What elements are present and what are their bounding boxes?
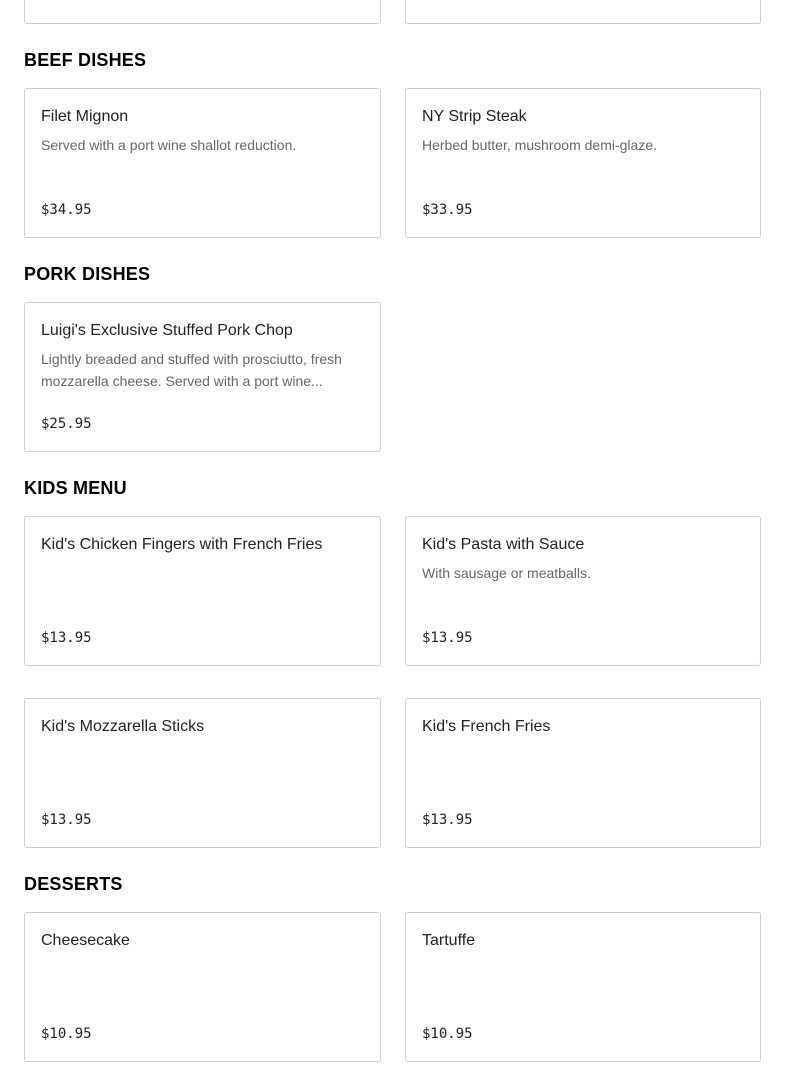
section-title-beef-dishes: BEEF DISHES bbox=[24, 50, 147, 70]
menu-item-card[interactable] bbox=[405, 698, 761, 848]
menu-item-name: Kid's French Fries bbox=[422, 718, 551, 735]
menu-item-description: With sausage or meatballs. bbox=[422, 565, 591, 581]
menu-item-name: Luigi's Exclusive Stuffed Pork Chop bbox=[41, 322, 293, 339]
menu-item-price: $10.95 bbox=[41, 1026, 92, 1042]
menu-item-price: $25.95 bbox=[41, 416, 92, 432]
menu-item-card[interactable] bbox=[24, 912, 381, 1062]
menu-item-card[interactable] bbox=[405, 88, 761, 238]
menu-item-card[interactable] bbox=[405, 516, 761, 666]
menu-item-card[interactable] bbox=[405, 0, 761, 24]
menu-item-name: Filet Mignon bbox=[41, 108, 129, 125]
menu-item-name: Kid's Chicken Fingers with French Fries bbox=[41, 536, 323, 553]
menu-item-card[interactable] bbox=[24, 698, 381, 848]
menu-item-card[interactable] bbox=[24, 302, 381, 452]
menu-item-description: Herbed butter, mushroom demi-glaze. bbox=[422, 137, 657, 153]
menu-item-price: $10.95 bbox=[422, 1026, 473, 1042]
menu-item-name: NY Strip Steak bbox=[422, 108, 527, 125]
menu-item-price: $13.95 bbox=[41, 630, 92, 646]
menu-item-name: Kid's Mozzarella Sticks bbox=[41, 718, 205, 735]
menu-item-price: $34.95 bbox=[41, 202, 92, 218]
menu-item-name: Cheesecake bbox=[41, 932, 130, 949]
menu-item-price: $13.95 bbox=[41, 812, 92, 828]
menu-item-card[interactable] bbox=[24, 0, 381, 24]
section-title-desserts: DESSERTS bbox=[24, 874, 123, 894]
menu-item-name: Kid's Pasta with Sauce bbox=[422, 536, 585, 553]
menu-item-price: $13.95 bbox=[422, 812, 473, 828]
section-title-kids-menu: KIDS MENU bbox=[24, 478, 127, 498]
menu-item-price: $13.95 bbox=[422, 630, 473, 646]
menu-item-description: Lightly breaded and stuffed with prosciutto, fresh mozzarella cheese. Served with a port wine... bbox=[41, 351, 342, 389]
section-title-pork-dishes: PORK DISHES bbox=[24, 264, 151, 284]
menu-item-card[interactable] bbox=[24, 88, 381, 238]
menu-item-card[interactable] bbox=[24, 516, 381, 666]
menu-item-price: $33.95 bbox=[422, 202, 473, 218]
menu-item-name: Tartuffe bbox=[422, 932, 476, 949]
menu-item-description: Served with a port wine shallot reduction. bbox=[41, 137, 297, 153]
menu-item-card[interactable] bbox=[405, 912, 761, 1062]
